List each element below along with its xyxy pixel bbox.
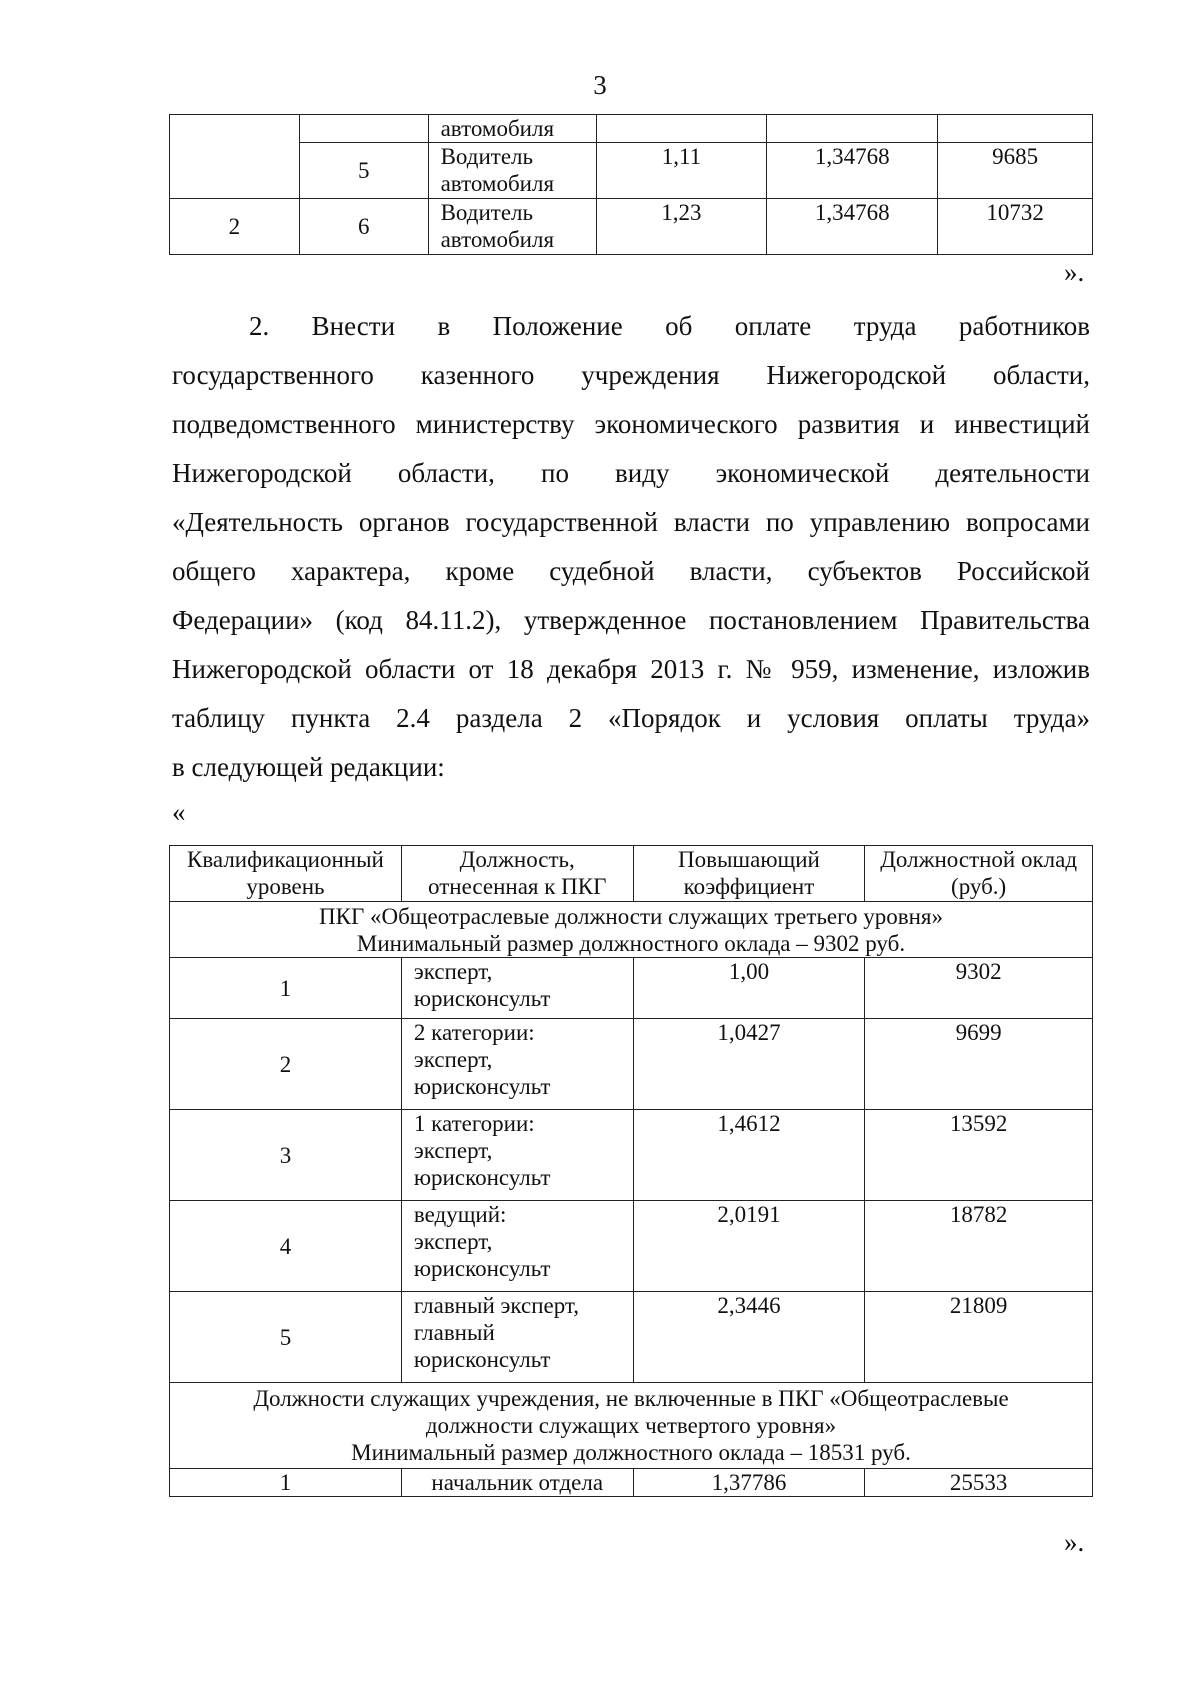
section-header-line: Минимальный размер должностного оклада – 9302 руб. [356, 930, 906, 956]
position-cell-line: эксперт, [413, 1229, 493, 1254]
coef-cell [633, 1110, 865, 1201]
position-cell: автомобиля [428, 115, 596, 143]
salary-cell-line: 13592 [949, 1111, 1008, 1136]
position-cell-line: эксперт, [413, 959, 493, 984]
position-cell: Водитель автомобиля [428, 143, 596, 199]
level-cell: 6 [299, 199, 428, 255]
index-cell: 1,34768 [767, 143, 938, 199]
group-cell [170, 115, 300, 199]
header-salary-line: Должностной оклад [880, 847, 1078, 872]
header-position-line: Должность, [459, 847, 575, 872]
coef-cell-line: 1,00 [728, 959, 770, 984]
position-cell-line: юрисконсульт [413, 1256, 551, 1281]
top-table [169, 114, 1093, 255]
table-row [170, 1292, 1093, 1383]
position-cell-line: юрисконсульт [413, 986, 551, 1011]
table-row [170, 143, 1093, 199]
position-cell-line: 1 категории: [413, 1111, 535, 1136]
position-cell [401, 1110, 633, 1201]
coef-cell [633, 1201, 865, 1292]
paragraph-line: Федерации» (код 84.11.2), утвержденное постановлением Правительства [172, 605, 1090, 635]
table-row [170, 1469, 1093, 1497]
table-row [170, 902, 1093, 958]
position-cell-line: 2 категории: [413, 1020, 535, 1045]
paragraph-line: таблицу пункта 2.4 раздела 2 «Порядок и условия оплаты труда» [172, 703, 1090, 733]
level-cell-line: 2 [279, 1051, 292, 1077]
level-cell [170, 1201, 402, 1292]
table-row [170, 1019, 1093, 1110]
amendment-paragraph [172, 302, 1090, 792]
position-cell [401, 1019, 633, 1110]
salary-cell-line: 9302 [955, 959, 1002, 984]
closing-quote: ». [1064, 1527, 1085, 1557]
level-cell-line: 4 [279, 1233, 292, 1259]
paragraph-line: 2. Внести в Положение об оплате труда работников [249, 311, 1090, 341]
table-row [170, 199, 1093, 255]
section-header-line: Должности служащих учреждения, не включенные в ПКГ «Общеотраслевые [253, 1386, 1009, 1411]
paragraph-line: Нижегородской области от 18 декабря 2013 г. № 959, изменение, изложив [172, 654, 1090, 684]
coef-cell [596, 115, 767, 143]
position-cell-line: юрисконсульт [413, 1074, 551, 1099]
opening-quote: « [172, 797, 186, 827]
coef-cell [633, 958, 865, 1019]
section-header [170, 1383, 1093, 1469]
salary-cell [938, 115, 1093, 143]
level-cell [299, 115, 428, 143]
salary-cell [865, 1469, 1093, 1497]
position-cell-line: ведущий: [413, 1202, 507, 1227]
salary-cell [865, 1201, 1093, 1292]
level-cell-line: 1 [279, 1470, 292, 1495]
salary-cell: 10732 [938, 199, 1093, 255]
position-cell-line: главный эксперт, [413, 1293, 579, 1318]
level-cell [170, 958, 402, 1019]
header-qualification-level [170, 846, 402, 902]
header-position [401, 846, 633, 902]
level-cell [170, 1019, 402, 1110]
salary-cell-line: 9699 [955, 1020, 1002, 1045]
position-cell-line: главный [413, 1320, 495, 1345]
salary-cell [865, 1110, 1093, 1201]
header-qualification-level-line: уровень [246, 874, 325, 899]
table-row [170, 958, 1093, 1019]
level-cell: 5 [299, 143, 428, 199]
header-coefficient-line: Повышающий [678, 847, 820, 872]
section-header-line: Минимальный размер должностного оклада – 18531 руб. [351, 1440, 911, 1465]
paragraph-line: «Деятельность органов государственной власти по управлению вопросами [172, 507, 1090, 537]
table-row [170, 846, 1093, 902]
coef-cell: 1,11 [596, 143, 767, 199]
salary-cell-line: 18782 [949, 1202, 1008, 1227]
level-cell-line: 1 [279, 975, 292, 1001]
coef-cell [633, 1292, 865, 1383]
position-cell [401, 1469, 633, 1497]
salary-cell-line: 21809 [949, 1293, 1008, 1318]
position-cell-line: эксперт, [413, 1047, 493, 1072]
closing-quote: ». [1064, 257, 1085, 287]
position-cell-line: юрисконсульт [413, 1165, 551, 1190]
salary-cell [865, 1292, 1093, 1383]
header-coefficient [633, 846, 865, 902]
index-cell: 1,34768 [767, 199, 938, 255]
position-cell: Водитель автомобиля [428, 199, 596, 255]
section-header-line: ПКГ «Общеотраслевые должности служащих третьего уровня» [319, 903, 943, 929]
coef-cell-line: 1,0427 [717, 1020, 781, 1045]
group-cell: 2 [170, 199, 300, 255]
coef-cell [633, 1469, 865, 1497]
index-cell [767, 115, 938, 143]
paragraph-line: Нижегородской области, по виду экономической деятельности [172, 458, 1090, 488]
level-cell-line: 5 [279, 1324, 292, 1350]
level-cell [170, 1292, 402, 1383]
salary-cell-line: 25533 [949, 1470, 1008, 1495]
section-header-line: должности служащих четвертого уровня» [425, 1413, 837, 1438]
header-position-line: отнесенная к ПКГ [428, 874, 607, 899]
position-cell [401, 1292, 633, 1383]
coef-cell-line: 1,37786 [711, 1470, 787, 1495]
level-cell [170, 1110, 402, 1201]
table-row [170, 1201, 1093, 1292]
coef-cell-line: 2,0191 [717, 1202, 781, 1227]
salary-table [169, 845, 1093, 1497]
coef-cell-line: 1,4612 [717, 1111, 781, 1136]
position-cell [401, 958, 633, 1019]
section-header [170, 902, 1093, 958]
header-qualification-level-line: Квалификационный [187, 847, 384, 872]
header-salary-line: (руб.) [951, 874, 1007, 899]
salary-cell: 9685 [938, 143, 1093, 199]
paragraph-line: в следующей редакции: [172, 752, 445, 782]
header-salary [865, 846, 1093, 902]
table-row [170, 1383, 1093, 1469]
page-number: 3 [593, 70, 607, 100]
position-cell-line: юрисконсульт [413, 1347, 551, 1372]
coef-cell: 1,23 [596, 199, 767, 255]
paragraph-line: общего характера, кроме судебной власти, субъектов Российской [172, 556, 1090, 586]
coef-cell-line: 2,3446 [717, 1293, 781, 1318]
paragraph-line: подведомственного министерству экономического развития и инвестиций [172, 409, 1090, 439]
level-cell [170, 1469, 402, 1497]
position-cell-line: эксперт, [413, 1138, 493, 1163]
coef-cell [633, 1019, 865, 1110]
salary-cell [865, 958, 1093, 1019]
table-row [170, 1110, 1093, 1201]
table-row [170, 115, 1093, 143]
position-cell [401, 1201, 633, 1292]
level-cell-line: 3 [279, 1142, 292, 1168]
header-coefficient-line: коэффициент [683, 874, 815, 899]
paragraph-line: государственного казенного учреждения Нижегородской области, [172, 360, 1090, 390]
salary-cell [865, 1019, 1093, 1110]
position-cell-line: начальник отдела [431, 1470, 604, 1495]
